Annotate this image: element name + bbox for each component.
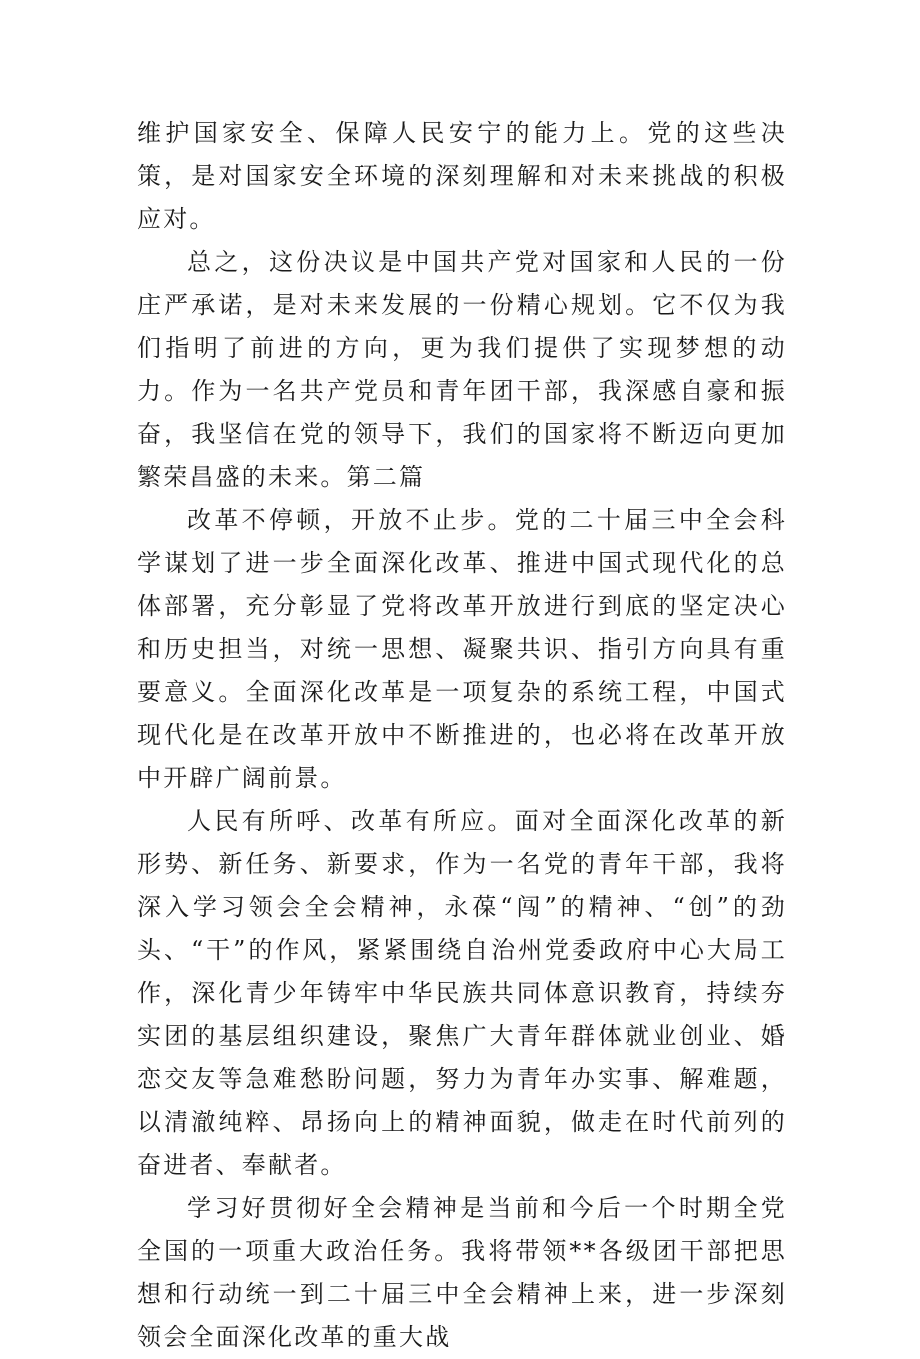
paragraph-people: 人民有所呼、改革有所应。面对全面深化改革的新形势、新任务、新要求，作为一名党的青年干部，我将深入学习领会全会精神，永葆“闯”的精神、“创”的劲头、“干”的作风，紧紧围绕自治州党委政府中心大局工作，深化青少年铸牢中华民族共同体意识教育，持续夯实团的基层组织建设，聚焦广大青年群体就业创业、婚恋交友等急难愁盼问题，努力为青年办实事、解难题，以清澈纯粹、昂扬向上的精神面貌，做走在时代前列的奋进者、奉献者。 <box>137 807 787 1179</box>
paragraph-study: 学习好贯彻好全会精神是当前和今后一个时期全党全国的一项重大政治任务。我将带领**各级团干部把思想和行动统一到二十届三中全会精神上来，进一步深刻领会全面深化改革的重大战 <box>137 1194 787 1351</box>
paragraph-continuation: 维护国家安全、保障人民安宁的能力上。党的这些决策，是对国家安全环境的深刻理解和对未来挑战的积极应对。 <box>137 119 787 233</box>
paragraph-reform: 改革不停顿，开放不止步。党的二十届三中全会科学谋划了进一步全面深化改革、推进中国式现代化的总体部署，充分彰显了党将改革开放进行到底的坚定决心和历史担当，对统一思想、凝聚共识、指引方向具有重要意义。全面深化改革是一项复杂的系统工程，中国式现代化是在改革开放中不断推进的，也必将在改革开放中开辟广阔前景。 <box>137 506 787 792</box>
paragraph-conclusion: 总之，这份决议是中国共产党对国家和人民的一份庄严承诺，是对未来发展的一份精心规划。它不仅为我们指明了前进的方向，更为我们提供了实现梦想的动力。作为一名共产党员和青年团干部，我深感自豪和振奋，我坚信在党的领导下，我们的国家将不断迈向更加繁荣昌盛的未来。第二篇 <box>137 248 787 491</box>
document-page <box>137 112 787 1359</box>
